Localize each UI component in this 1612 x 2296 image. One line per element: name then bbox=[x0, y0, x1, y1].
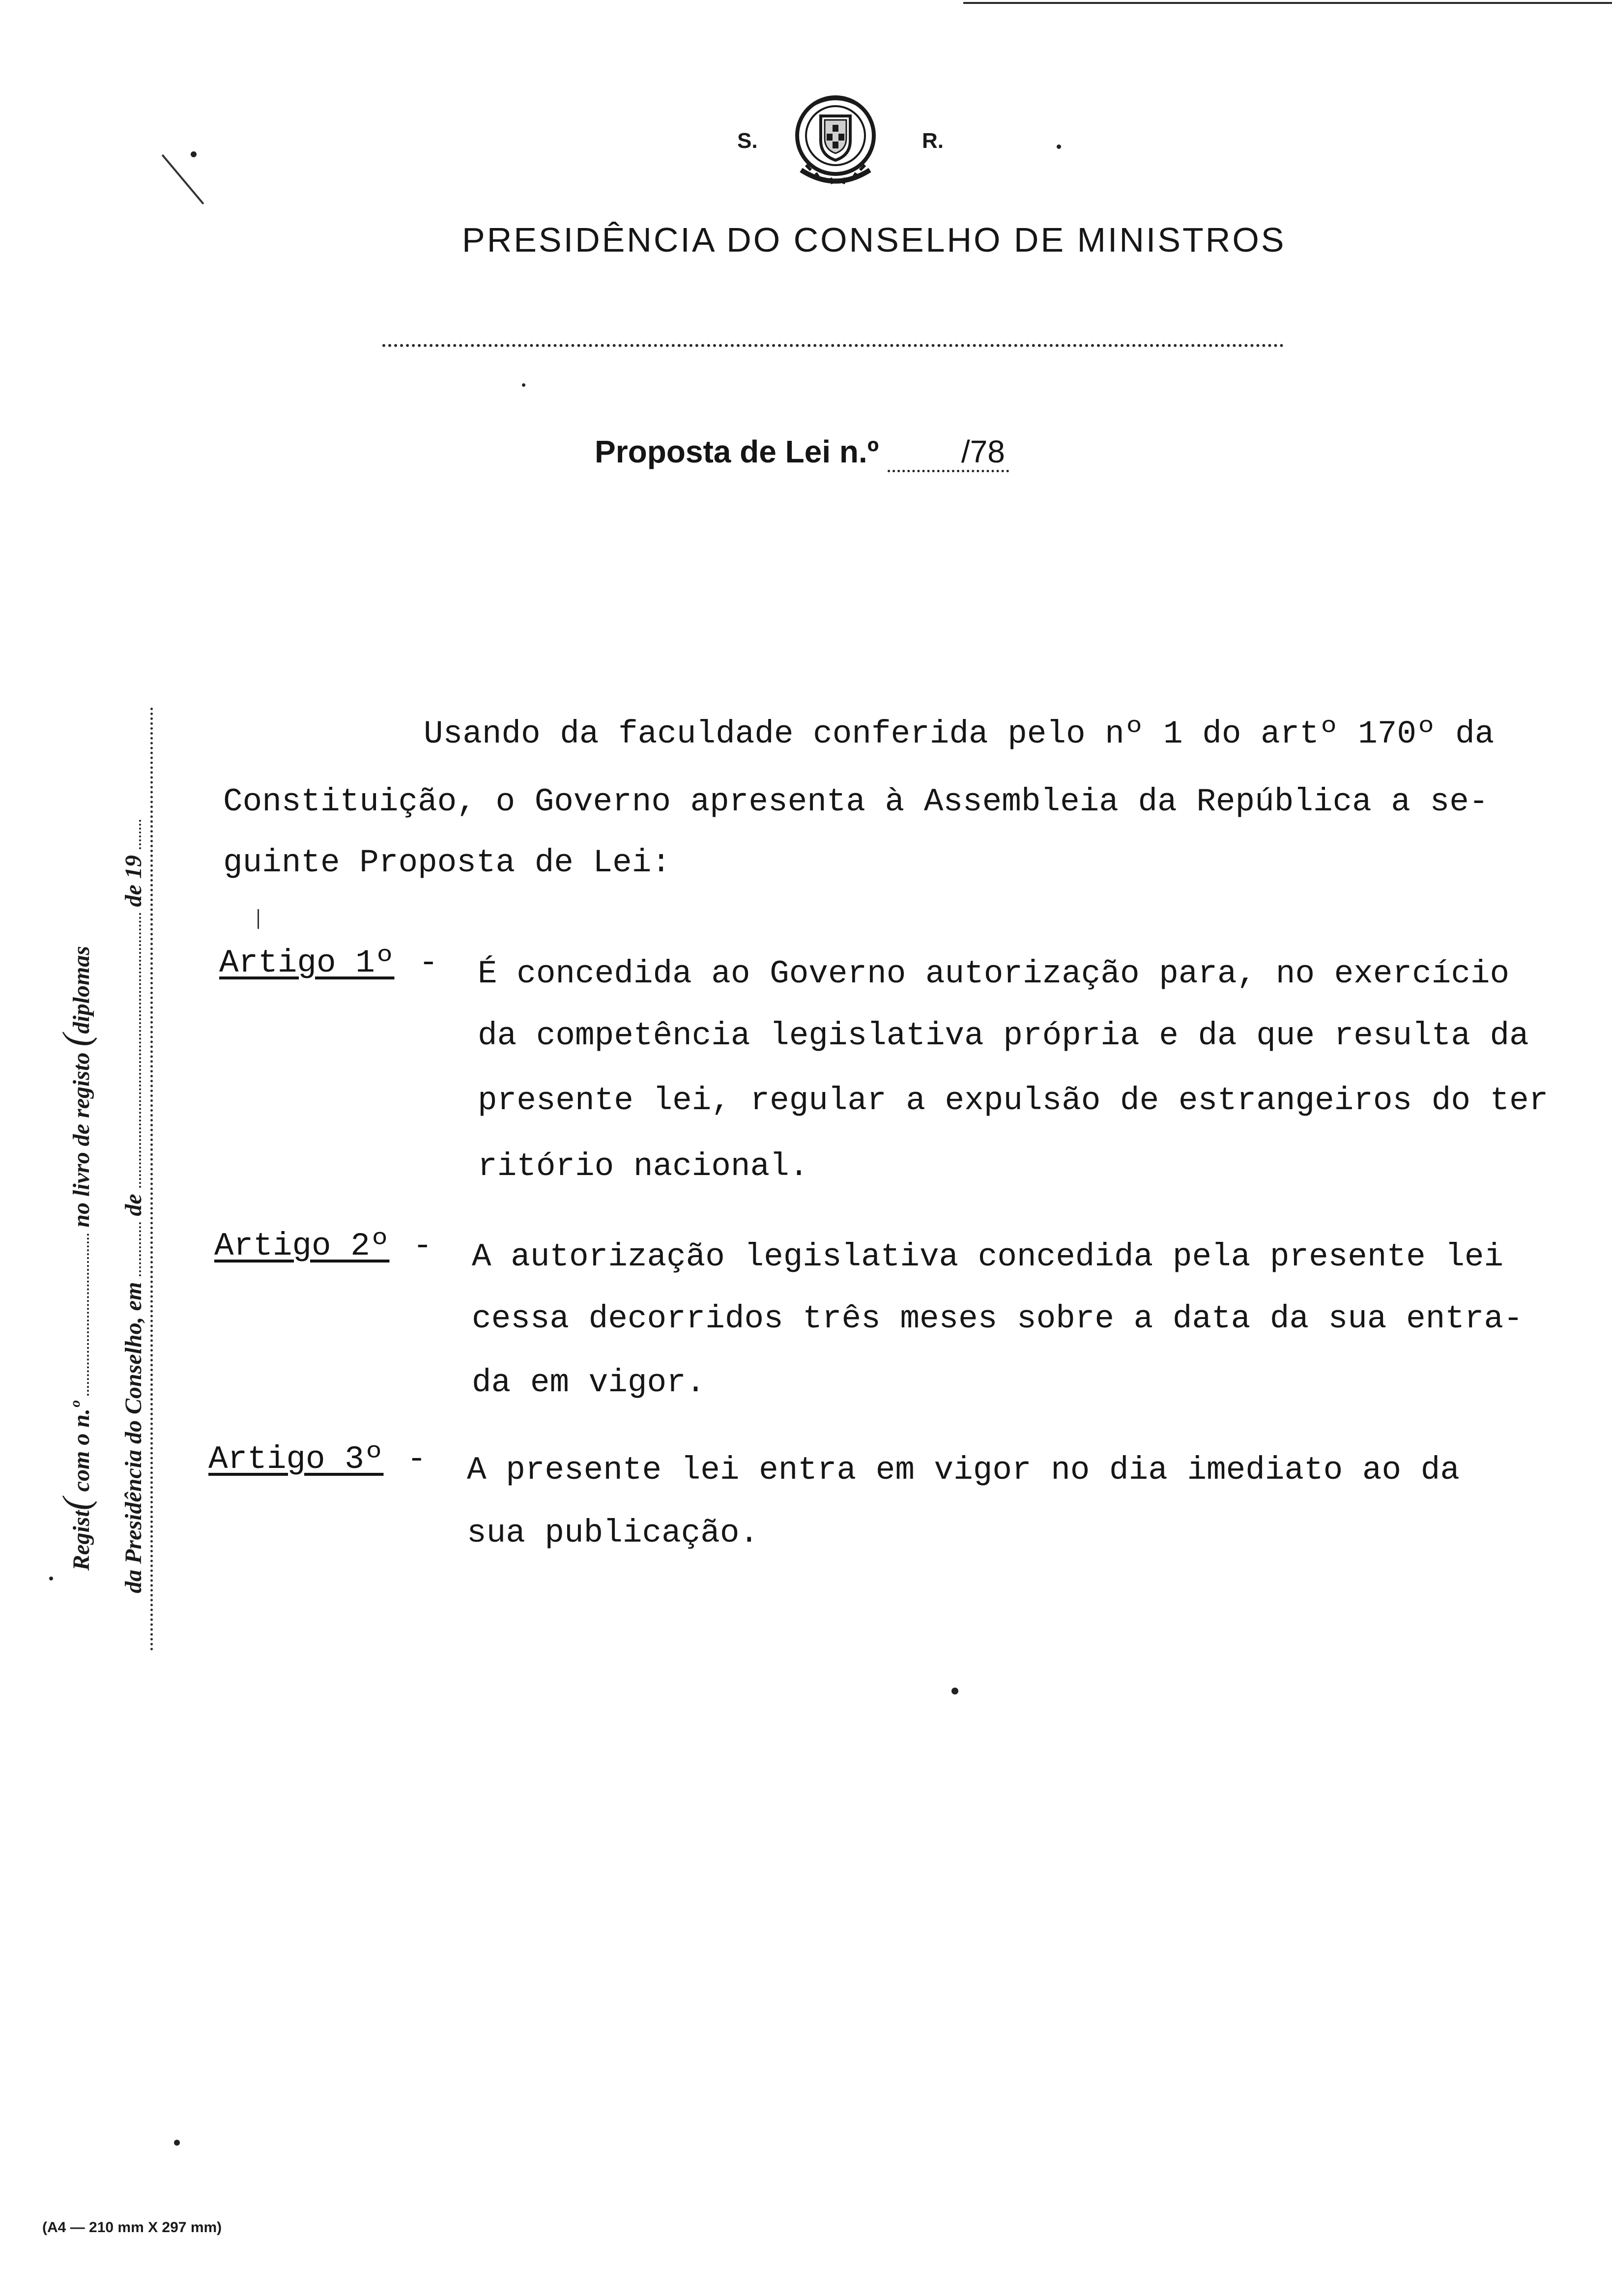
scan-speck bbox=[522, 383, 525, 387]
paper-size-note: (A4 — 210 mm X 297 mm) bbox=[42, 2219, 222, 2236]
article-3-dash: - bbox=[407, 1441, 427, 1478]
article-1-line-1: É concedida ao Governo autorização para, no exercício bbox=[478, 955, 1510, 992]
dotted-divider bbox=[382, 344, 1284, 347]
scan-speck bbox=[951, 1688, 958, 1694]
intro-line-2: Constituição, o Governo apresenta à Assembleia da República a se- bbox=[223, 783, 1489, 820]
margin-year-blank bbox=[139, 820, 141, 849]
margin-month-blank bbox=[139, 913, 141, 1188]
article-1-dash: - bbox=[419, 945, 438, 981]
letter-r: R. bbox=[922, 129, 944, 153]
intro-line-1: Usando da faculdade conferida pelo nº 1 do artº 170º da bbox=[424, 716, 1495, 752]
institution-heading: PRESIDÊNCIA DO CONSELHO DE MINISTROS bbox=[462, 221, 1286, 259]
margin-presidency-label: da Presidência do Conselho, em bbox=[120, 1282, 146, 1593]
article-2-line-1: A autorização legislativa concedida pela presente lei bbox=[472, 1238, 1504, 1275]
proposal-number: /78 bbox=[888, 433, 1009, 472]
margin-year-label: de 19 bbox=[120, 855, 146, 907]
proposal-title bbox=[595, 433, 1009, 472]
margin-of-label: de bbox=[120, 1194, 146, 1216]
margin-regist-word: Regist bbox=[68, 1510, 94, 1571]
margin-day-blank bbox=[139, 1222, 141, 1276]
article-2-line-2: cessa decorridos três meses sobre a data da sua entra- bbox=[472, 1300, 1523, 1337]
scan-speck bbox=[191, 151, 197, 157]
margin-dotted-edge bbox=[150, 708, 153, 1651]
scan-speck bbox=[174, 2140, 180, 2146]
top-edge-rule bbox=[963, 2, 1612, 4]
article-3-line-1: A presente lei entra em vigor no dia imediato ao da bbox=[467, 1452, 1460, 1489]
margin-registration-line-2 bbox=[120, 820, 147, 1593]
margin-number-label: com o n.º bbox=[68, 1401, 94, 1492]
letter-s: S. bbox=[737, 129, 758, 153]
scan-mark bbox=[258, 909, 259, 929]
article-1-line-4: ritório nacional. bbox=[478, 1148, 809, 1185]
article-1-line-3: presente lei, regular a expulsão de estrangeiros do ter bbox=[478, 1082, 1549, 1119]
scan-speck bbox=[49, 1577, 53, 1580]
article-3-line-2: sua publicação. bbox=[467, 1515, 759, 1551]
article-3-label: Artigo 3º bbox=[208, 1441, 384, 1478]
coat-of-arms-icon bbox=[781, 86, 890, 195]
article-2-label: Artigo 2º bbox=[214, 1228, 390, 1264]
intro-line-3: guinte Proposta de Lei: bbox=[223, 844, 671, 881]
margin-number-blank bbox=[87, 1234, 89, 1396]
article-1-label: Artigo 1º bbox=[219, 945, 395, 981]
article-2-line-3: da em vigor. bbox=[472, 1364, 706, 1401]
scan-speck bbox=[1057, 144, 1061, 149]
article-1-line-2: da competência legislativa própria e da que resulta da bbox=[478, 1017, 1529, 1054]
margin-book-label: no livro de registo bbox=[68, 1052, 94, 1228]
proposal-label: Proposta de Lei n.º bbox=[595, 434, 879, 469]
article-2-dash: - bbox=[413, 1228, 432, 1264]
margin-registration-line-1: Regist( com o n.º no livro de registo (diplomas bbox=[55, 946, 97, 1571]
scan-mark bbox=[162, 154, 204, 204]
margin-diplomas-word: diplomas bbox=[68, 946, 94, 1034]
